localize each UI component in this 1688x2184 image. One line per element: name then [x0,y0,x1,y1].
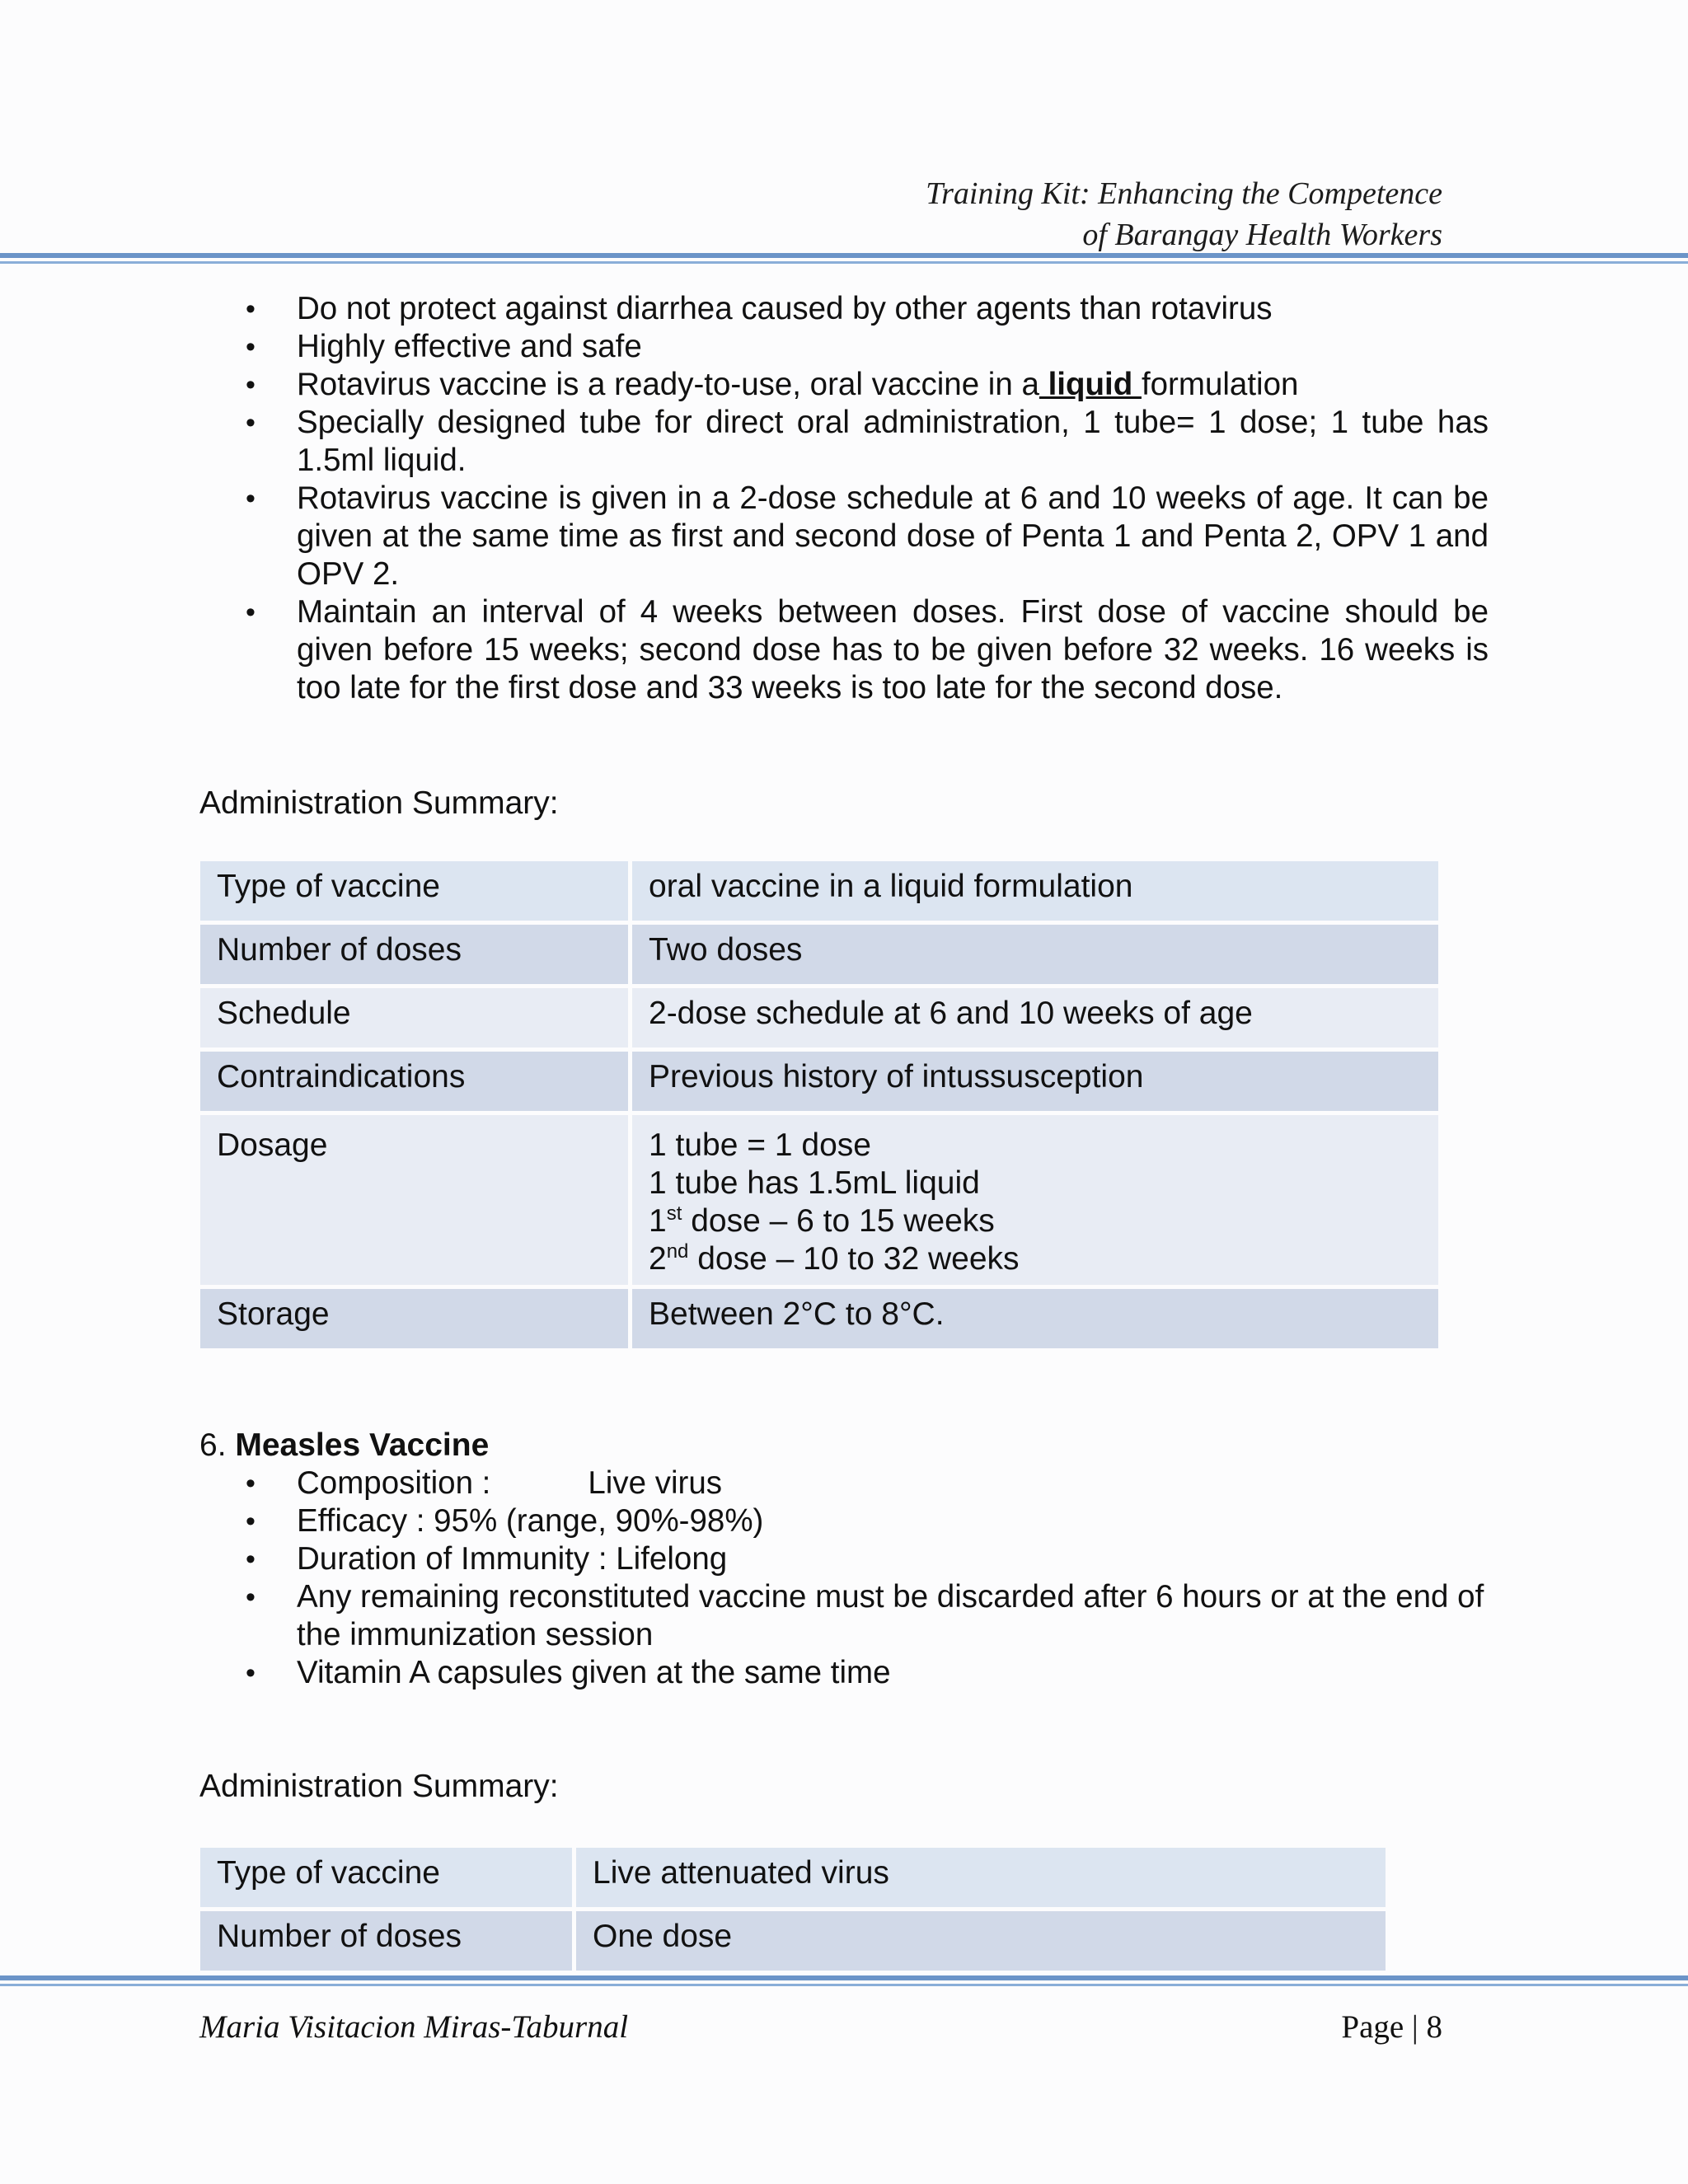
list-item: • Specially designed tube for direct oral administration, 1 tube= 1 dose; 1 tube has 1.5ml liquid. [246,405,1489,478]
header-line-2: of Barangay Health Workers [1082,218,1442,252]
table-row: Schedule 2-dose schedule at 6 and 10 weeks of age [200,988,1438,1047]
dosage-cell: 1 tube = 1 dose 1 tube has 1.5mL liquid 1st dose – 6 to 15 weeks 2nd dose – 10 to 32 weeks [632,1115,1438,1285]
rotavirus-bullet-list [198,290,1489,707]
table-row: Type of vaccine Live attenuated virus [200,1848,1386,1907]
table-row: Contraindications Previous history of intussusception [200,1052,1438,1111]
list-item: • Do not protect against diarrhea caused by other agents than rotavirus [246,291,1273,326]
table-row: Storage Between 2°C to 8°C. [200,1289,1438,1348]
list-item: • Any remaining reconstituted vaccine must be discarded after 6 hours or at the end of the immunization session [246,1579,1484,1652]
list-item: • Rotavirus vaccine is a ready-to-use, oral vaccine in a liquid formulation [246,367,1299,402]
admin-summary-label: Administration Summary: [199,1769,559,1804]
page-number: Page | 8 [1341,2009,1442,2045]
rotavirus-summary-table [196,857,1442,1352]
list-item: • Maintain an interval of 4 weeks between doses. First dose of vaccine should be given before 15 weeks; second dose has to be given before 32 weeks. 16 weeks is too late for the first dose and 33 weeks is too late for the second dose. [246,594,1489,705]
table-row: Type of vaccine oral vaccine in a liquid formulation [200,861,1438,921]
header-rule [0,253,1688,264]
liquid-emphasis: liquid [1039,367,1142,402]
header-line-1: Training Kit: Enhancing the Competence [926,176,1442,211]
running-header [926,173,1442,255]
list-item: • Duration of Immunity : Lifelong [246,1541,728,1577]
list-item: • Efficacy : 95% (range, 90%-98%) [246,1503,764,1539]
section-title-measles: 6. Measles Vaccine [199,1427,490,1463]
measles-summary-table [196,1844,1390,1975]
table-row: Number of doses One dose [200,1911,1386,1971]
measles-bullet-list [198,1465,1489,1692]
footer-rule [0,1975,1688,1986]
list-item: • Highly effective and safe [246,329,642,364]
table-row: Number of doses Two doses [200,925,1438,984]
list-item: • Rotavirus vaccine is given in a 2-dose schedule at 6 and 10 weeks of age. It can be given at the same time as first and second dose of Penta 1 and Penta 2, OPV 1 and OPV 2. [246,480,1489,592]
footer-author: Maria Visitacion Miras-Taburnal [199,2009,629,2045]
list-item: • Vitamin A capsules given at the same time [246,1655,891,1690]
admin-summary-label: Administration Summary: [199,785,559,821]
list-item: • Composition : Live virus [246,1465,723,1501]
table-row: Dosage 1 tube = 1 dose 1 tube has 1.5mL liquid 1st dose – 6 to 15 weeks 2nd dose – 10 to 32 weeks [200,1115,1438,1285]
